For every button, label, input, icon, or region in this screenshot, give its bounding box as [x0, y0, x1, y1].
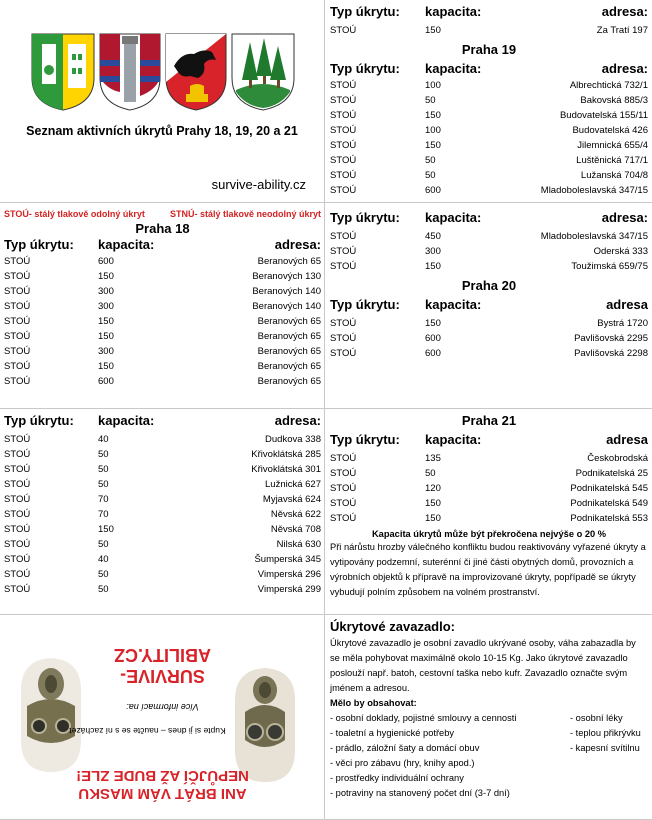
table-row	[330, 93, 648, 108]
cell-capacity: 300	[98, 286, 114, 297]
cell-address: Pavlišovská 2298	[574, 348, 648, 359]
cell-capacity: 50	[98, 584, 109, 595]
section-title-praha19: Praha 19	[461, 42, 517, 57]
praha21-rows	[330, 451, 648, 526]
table-row	[4, 522, 321, 537]
cell-type: STOÚ	[4, 361, 31, 372]
cell-type: STOÚ	[330, 246, 357, 257]
table-row	[4, 432, 321, 447]
cell-type: STOÚ	[330, 453, 357, 464]
legend-stnu: STNÚ- stálý tlakově neodolný úkryt	[169, 209, 321, 219]
cell-address: Beranových 65	[257, 376, 321, 387]
cell-type: STOÚ	[4, 539, 31, 550]
header-capacity: kapacita:	[425, 210, 482, 225]
table-row	[4, 507, 321, 522]
cell-capacity: 450	[425, 231, 441, 242]
cell-address: Mladoboleslavská 347/15	[540, 185, 648, 196]
table-row	[330, 496, 648, 511]
cell-type: STOÚ	[4, 301, 31, 312]
ad-headline: ANI BRÁT VÁM MASKU NEPŮJČÍ AŽ BUDE ZLE!	[76, 767, 249, 802]
cell-capacity: 600	[98, 256, 114, 267]
cell-type: STOÚ	[4, 286, 31, 297]
cell-type: STOÚ	[4, 376, 31, 387]
cell-address: Něvská 622	[270, 509, 321, 520]
cell-capacity: 50	[98, 479, 109, 490]
cell-type: STOÚ	[4, 346, 31, 357]
cell-address: Luštěnická 717/1	[576, 155, 648, 166]
table-row	[4, 299, 321, 314]
horse-crest-icon	[166, 34, 226, 110]
cell-capacity: 50	[425, 95, 436, 106]
praha18-rows-2	[4, 432, 321, 597]
cell-address: Oderská 333	[593, 246, 648, 257]
cell-capacity: 300	[98, 346, 114, 357]
cell-capacity: 150	[425, 318, 441, 329]
header-panel	[0, 0, 325, 203]
cell-capacity: 150	[98, 361, 114, 372]
table-header	[330, 3, 648, 19]
cell-capacity: 150	[425, 25, 441, 36]
cell-type: STOÚ	[330, 80, 357, 91]
table-row	[4, 254, 321, 269]
list-item: - prostředky individuální ochrany	[330, 773, 464, 783]
list-item: - teplou přikrývku	[570, 728, 641, 738]
praha18-panel	[0, 203, 325, 409]
praha18-panel-2	[0, 409, 325, 615]
section-title-praha21: Praha 21	[461, 413, 517, 428]
table-row	[330, 451, 648, 466]
table-row	[4, 269, 321, 284]
cell-type: STOÚ	[330, 170, 357, 181]
ad-line2: Více informací na:	[126, 702, 199, 712]
header-capacity: kapacita:	[98, 237, 155, 252]
cell-capacity: 70	[98, 494, 109, 505]
cell-address: Budovatelská 155/11	[559, 110, 648, 121]
cell-address: Lužnická 627	[265, 479, 321, 490]
bag-list	[330, 711, 648, 801]
cell-capacity: 600	[425, 333, 441, 344]
praha20-rows	[330, 316, 648, 361]
cell-capacity: 600	[425, 348, 441, 359]
gasmask-ad-panel	[0, 615, 325, 820]
cell-address: Dudkova 338	[265, 434, 321, 445]
legend	[4, 209, 321, 219]
ad-website[interactable]: SURVIVE-ABILITY.CZ	[114, 645, 211, 686]
cell-type: STOÚ	[4, 316, 31, 327]
table-row	[4, 447, 321, 462]
list-item: - toaletní a hygienické potřeby	[330, 728, 455, 738]
cell-address: Bystrá 1720	[597, 318, 648, 329]
table-row	[330, 481, 648, 496]
header-capacity: kapacita:	[425, 297, 482, 312]
header-address: adresa	[606, 432, 648, 447]
cell-address: Bakovská 885/3	[580, 95, 648, 106]
cell-capacity: 50	[98, 449, 109, 460]
cell-capacity: 50	[98, 569, 109, 580]
cell-address: Albrechtická 732/1	[569, 80, 648, 91]
table-row	[330, 123, 648, 138]
table-row	[4, 374, 321, 389]
cell-address: Beranových 140	[252, 301, 321, 312]
cell-type: STOÚ	[330, 110, 357, 121]
cell-capacity: 100	[425, 125, 441, 136]
cell-type: STOÚ	[330, 231, 357, 242]
table-row	[330, 183, 648, 198]
cell-type: STOÚ	[330, 318, 357, 329]
cell-type: STOÚ	[330, 483, 357, 494]
list-item: - prádlo, záložní šaty a domácí obuv	[330, 743, 480, 753]
cell-capacity: 50	[425, 468, 436, 479]
header-type: Typ úkrytu:	[4, 237, 74, 252]
table-row	[330, 23, 648, 38]
bag-items-right	[570, 711, 648, 801]
table-row	[4, 477, 321, 492]
cell-address: Beranových 65	[257, 361, 321, 372]
table-row	[330, 511, 648, 526]
table-header	[330, 60, 648, 76]
cell-capacity: 150	[425, 513, 441, 524]
table-row	[4, 359, 321, 374]
table-header	[330, 296, 648, 312]
cell-capacity: 70	[98, 509, 109, 520]
cell-address: Jilemnická 655/4	[577, 140, 648, 151]
capacity-note: Kapacita úkrytů může být překročena nejvýše o 20 %	[371, 529, 607, 539]
table-row	[330, 229, 648, 244]
table-header	[4, 237, 321, 252]
bag-intro: Úkrytové zavazadlo je osobní zavadlo ukrývané osoby, váha zabazadla by se měla pohybovat maximálně okolo 10-15 Kg. Jako úkrytové zavazadlo poslouží např. batoh, cestovní taška nebo kufr. Zavazadlo označte svým jménem a adresou.	[330, 638, 636, 693]
cell-type: STOÚ	[330, 348, 357, 359]
header-address: adresa:	[601, 4, 648, 19]
gasmask-ad	[0, 615, 325, 820]
header-type: Typ úkrytu:	[330, 210, 400, 225]
cell-address: Beranových 65	[257, 346, 321, 357]
cell-capacity: 150	[98, 271, 114, 282]
table-row	[4, 537, 321, 552]
cell-type: STOÚ	[330, 498, 357, 509]
ad-line1: Kupte si ji dnes – naučte se s ní zacházet	[69, 726, 226, 736]
cakovice-crest-icon	[100, 34, 160, 110]
cell-capacity: 150	[425, 140, 441, 151]
cell-capacity: 100	[425, 80, 441, 91]
cell-capacity: 150	[98, 316, 114, 327]
crests-group	[30, 30, 300, 112]
cell-capacity: 150	[98, 331, 114, 342]
cell-capacity: 120	[425, 483, 441, 494]
table-row	[330, 108, 648, 123]
cell-address: Křivoklátská 285	[251, 449, 321, 460]
list-item: - věci pro zábavu (hry, knihy apod.)	[330, 758, 475, 768]
cell-address: Pavlišovská 2295	[574, 333, 648, 344]
cell-address: Podnikatelská 549	[570, 498, 648, 509]
cell-address: Toužimská 659/75	[571, 261, 648, 272]
cell-capacity: 50	[98, 539, 109, 550]
cell-type: STOÚ	[4, 256, 31, 267]
table-row	[330, 316, 648, 331]
list-item: - kapesní svítilnu	[570, 743, 640, 753]
cell-type: STOÚ	[330, 95, 357, 106]
bag-title: Úkrytové zavazadlo:	[330, 619, 455, 634]
cell-capacity: 50	[425, 155, 436, 166]
list-item: - osobní léky	[570, 713, 623, 723]
header-capacity: kapacita:	[425, 4, 482, 19]
cell-type: STOÚ	[4, 584, 31, 595]
cell-address: Českobrodská	[587, 453, 648, 464]
header-type: Typ úkrytu:	[330, 432, 400, 447]
cell-type: STOÚ	[330, 333, 357, 344]
cell-address: Podnikatelská 545	[570, 483, 648, 494]
cell-capacity: 300	[98, 301, 114, 312]
cell-capacity: 300	[425, 246, 441, 257]
header-address: adresa	[606, 297, 648, 312]
cell-type: STOÚ	[4, 271, 31, 282]
praha18-rows	[4, 254, 321, 389]
cell-type: STOÚ	[4, 524, 31, 535]
cell-type: STOÚ	[4, 494, 31, 505]
section-title-praha20: Praha 20	[461, 278, 517, 293]
praha19-panel	[325, 0, 652, 203]
header-type: Typ úkrytu:	[330, 297, 400, 312]
header-address: adresa:	[274, 413, 321, 428]
header-address: adresa:	[274, 237, 321, 252]
table-row	[330, 168, 648, 183]
table-row	[330, 466, 648, 481]
cell-address: Beranových 65	[257, 331, 321, 342]
table-row	[4, 344, 321, 359]
cell-address: Beranových 130	[252, 271, 321, 282]
cell-address: Podnikatelská 25	[575, 468, 648, 479]
header-address: adresa:	[601, 61, 648, 76]
cell-address: Budovatelská 426	[572, 125, 648, 136]
cell-capacity: 40	[98, 554, 109, 565]
cell-address: Lužanská 704/8	[580, 170, 648, 181]
praha21-panel	[325, 409, 652, 615]
page-title: Seznam aktivních úkrytů Prahy 18, 19, 20 a 21	[26, 124, 298, 138]
cell-address: Vimperská 296	[257, 569, 321, 580]
cell-capacity: 600	[98, 376, 114, 387]
cell-type: STOÚ	[4, 331, 31, 342]
cell-address: Podnikatelská 553	[570, 513, 648, 524]
header-capacity: kapacita:	[98, 413, 155, 428]
table-row	[330, 78, 648, 93]
cell-address: Beranových 65	[257, 256, 321, 267]
cell-capacity: 150	[98, 524, 114, 535]
table-row	[4, 552, 321, 567]
table-row	[4, 462, 321, 477]
cell-capacity: 600	[425, 185, 441, 196]
cell-address: Za Tratí 197	[596, 25, 648, 36]
table-row	[330, 259, 648, 274]
cell-type: STOÚ	[330, 468, 357, 479]
cell-type: STOÚ	[330, 155, 357, 166]
cell-type: STOÚ	[4, 449, 31, 460]
table-header	[330, 209, 648, 225]
cell-address: Šumperská 345	[254, 554, 321, 565]
table-header	[330, 431, 648, 447]
cell-type: STOÚ	[330, 185, 357, 196]
cell-capacity: 150	[425, 110, 441, 121]
cell-capacity: 150	[425, 261, 441, 272]
cell-address: Myjavská 624	[262, 494, 321, 505]
cell-address: Něvská 708	[270, 524, 321, 535]
cell-type: STOÚ	[330, 140, 357, 151]
gasmask-right-icon	[11, 650, 91, 780]
praha19-rows-2	[330, 229, 648, 274]
cell-type: STOÚ	[330, 125, 357, 136]
bag-panel	[325, 615, 652, 820]
bag-contains-title: Mělo by obsahovat:	[330, 698, 417, 708]
header-type: Typ úkrytu:	[330, 4, 400, 19]
header-type: Typ úkrytu:	[330, 61, 400, 76]
cell-capacity: 135	[425, 453, 441, 464]
top-rows	[330, 23, 648, 38]
praha19-rows	[330, 78, 648, 198]
cell-address: Nilská 630	[276, 539, 321, 550]
cell-capacity: 40	[98, 434, 109, 445]
cell-capacity: 50	[98, 464, 109, 475]
website-link[interactable]: survive-ability.cz	[211, 177, 306, 192]
cell-type: STOÚ	[330, 513, 357, 524]
table-row	[330, 331, 648, 346]
table-header	[4, 413, 321, 428]
praha20-panel	[325, 203, 652, 409]
letnany-crest-icon	[32, 34, 94, 110]
legend-stou: STOÚ- stálý tlakově odolný úkryt	[4, 209, 145, 219]
table-row	[4, 284, 321, 299]
list-item: - potraviny na stanovený počet dní (3-7 dní)	[330, 788, 510, 798]
table-row	[4, 567, 321, 582]
cell-address: Beranových 65	[257, 316, 321, 327]
header-capacity: kapacita:	[425, 61, 482, 76]
trees-crest-icon	[232, 34, 294, 110]
table-row	[330, 138, 648, 153]
cell-type: STOÚ	[4, 569, 31, 580]
cell-capacity: 50	[425, 170, 436, 181]
cell-type: STOÚ	[4, 479, 31, 490]
info-paragraph: Při nárůstu hrozby válečného konfliktu budou reaktivovány vyřazené úkryty a vytipovány podzemní, suterénní či jiné části obytných domů, provozních a výrobních objektů k přípravě na improvizované úkryty, popřípadě se úkryty vybudují polním způsobem na volném prostranství.	[330, 542, 646, 597]
header-type: Typ úkrytu:	[4, 413, 74, 428]
cell-type: STOÚ	[4, 509, 31, 520]
cell-type: STOÚ	[4, 434, 31, 445]
table-row	[330, 346, 648, 361]
cell-type: STOÚ	[4, 554, 31, 565]
cell-address: Křivoklátská 301	[251, 464, 321, 475]
table-row	[4, 329, 321, 344]
table-row	[4, 492, 321, 507]
bag-items-left	[330, 711, 570, 801]
cell-type: STOÚ	[330, 25, 357, 36]
cell-address: Beranových 140	[252, 286, 321, 297]
section-title-praha18: Praha 18	[135, 221, 190, 236]
header-capacity: kapacita:	[425, 432, 482, 447]
cell-type: STOÚ	[4, 464, 31, 475]
header-address: adresa:	[601, 210, 648, 225]
table-row	[330, 153, 648, 168]
cell-address: Mladoboleslavská 347/15	[540, 231, 648, 242]
cell-type: STOÚ	[330, 261, 357, 272]
cell-address: Vimperská 299	[257, 584, 321, 595]
list-item: - osobní doklady, pojistné smlouvy a cennosti	[330, 713, 517, 723]
cell-capacity: 150	[425, 498, 441, 509]
table-row	[4, 582, 321, 597]
table-row	[330, 244, 648, 259]
table-row	[4, 314, 321, 329]
